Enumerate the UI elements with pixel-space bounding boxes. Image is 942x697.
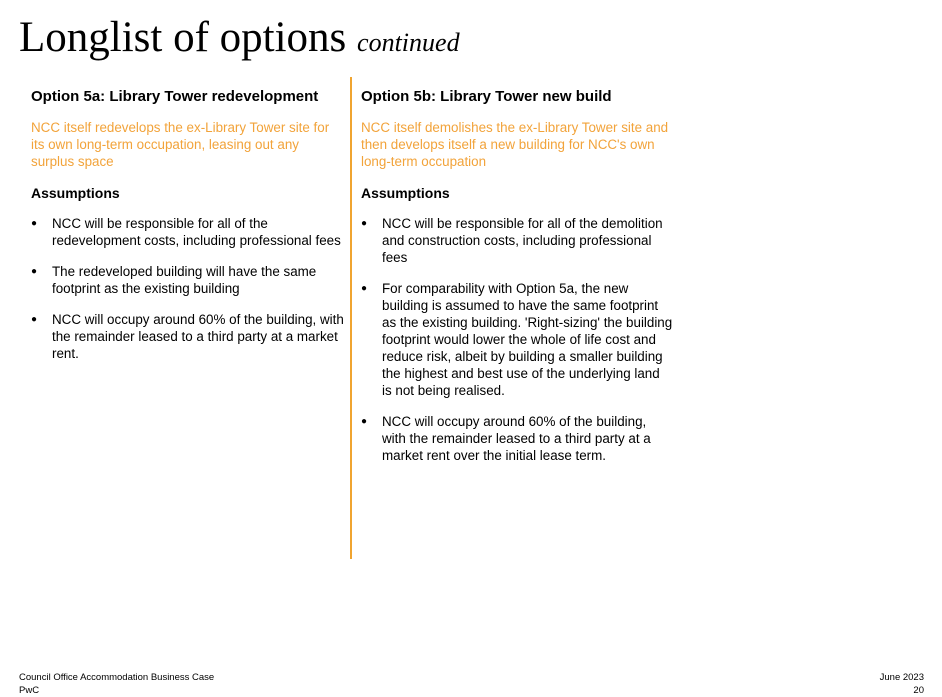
page-title [19, 12, 460, 69]
list-item: ● NCC will occupy around 60% of the building, with the remainder leased to a third party at a market rent. [31, 311, 345, 362]
option-5b-heading: Option 5b: Library Tower new build [361, 88, 612, 105]
footer-page-number: 20 [913, 685, 924, 696]
title-main: Longlist of options [19, 14, 347, 61]
option-5a-description: NCC itself redevelops the ex-Library Tower site for its own long-term occupation, leasing out any surplus space [31, 120, 330, 169]
option-5a-assumptions-list [31, 215, 345, 362]
footer-document-title: Council Office Accommodation Business Case [19, 672, 215, 683]
option-5b-assumptions-list [361, 215, 673, 464]
option-5a-heading: Option 5a: Library Tower redevelopment [31, 88, 319, 105]
list-item: ● NCC will be responsible for all of the demolition and construction costs, including professional fees [361, 215, 673, 266]
column-divider [350, 77, 352, 559]
option-5b-description: NCC itself demolishes the ex-Library Tower site and then develops itself a new building for NCC's own long-term occupation [361, 120, 669, 169]
list-item: ● NCC will occupy around 60% of the building, with the remainder leased to a third party at a market rent over the initial lease term. [361, 413, 673, 464]
title-subtitle: continued [357, 28, 460, 57]
option-5b-column [361, 86, 673, 478]
list-item: ● For comparability with Option 5a, the new building is assumed to have the same footprint as the existing building. 'Right-sizing' the building footprint would lower the whole of life cost and reduce risk, albeit by building a smaller building the highest and best use of the underlying land is not being realised. [361, 280, 673, 399]
option-5b-assumptions-heading: Assumptions [361, 185, 450, 201]
footer-date: June 2023 [879, 672, 924, 683]
footer-organisation: PwC [19, 685, 40, 696]
option-5a-assumptions-heading: Assumptions [31, 185, 120, 201]
option-5a-column [31, 86, 345, 376]
list-item: ● NCC will be responsible for all of the redevelopment costs, including professional fees [31, 215, 345, 249]
list-item: ● The redeveloped building will have the same footprint as the existing building [31, 263, 345, 297]
